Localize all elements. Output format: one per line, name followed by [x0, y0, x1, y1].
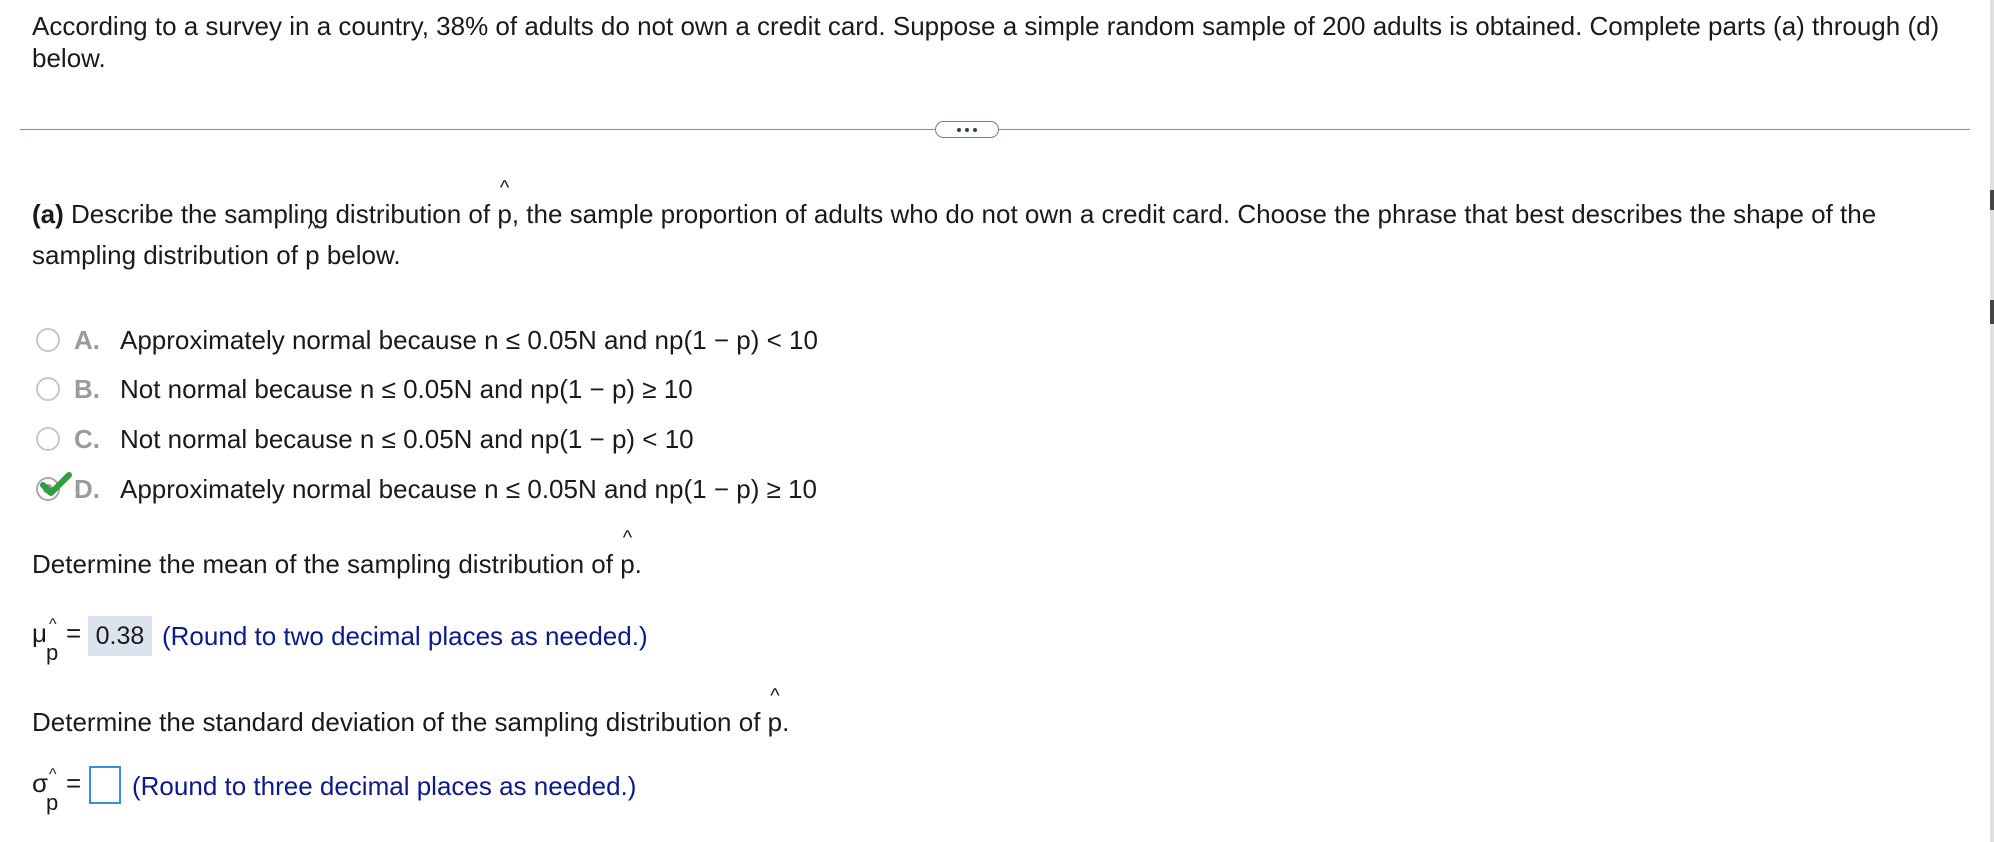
radio-option-c[interactable] [36, 427, 60, 451]
mean-question [32, 548, 642, 580]
problem-intro: According to a survey in a country, 38% of adults do not own a credit card. Suppose a simple random sample of 200 adults is obtained. Complete parts (a) through (d) below. [32, 11, 1940, 73]
period: . [782, 707, 790, 737]
p-hat-symbol: ^ p [620, 548, 634, 580]
option-letter: C. [74, 424, 100, 454]
sub-hat: ^ [49, 766, 57, 783]
part-a-label: (a) [32, 199, 64, 229]
sub-p: p [46, 640, 59, 665]
mean-answer-value[interactable]: 0.38 [88, 616, 152, 656]
radio-option-b[interactable] [36, 377, 60, 401]
correct-check-icon [40, 472, 72, 498]
equals-sign: = [66, 618, 82, 648]
option-text: Not normal because n ≤ 0.05N and np(1 − p) ≥ 10 [120, 374, 693, 404]
sd-question-text: Determine the standard deviation of the sampling distribution of [32, 707, 768, 737]
option-text: Approximately normal because n ≤ 0.05N and np(1 − p) < 10 [120, 325, 818, 355]
p-hat-symbol: ^ p [497, 198, 511, 230]
sub-p: p [46, 790, 59, 815]
expand-more-button[interactable] [935, 121, 999, 138]
p-hat-symbol: ^ p [305, 239, 319, 271]
edge-mark [1990, 190, 1994, 210]
more-dot-icon [973, 128, 977, 132]
edge-mark [1990, 300, 1994, 324]
scrollbar-edge [1990, 0, 1994, 842]
sd-question [32, 706, 789, 738]
option-letter: A. [74, 325, 100, 355]
option-text: Approximately normal because n ≤ 0.05N and np(1 − p) ≥ 10 [120, 474, 817, 504]
more-dot-icon [965, 128, 969, 132]
part-a-text-cont: below. [319, 240, 401, 270]
sub-hat: ^ [49, 616, 57, 633]
part-a-text: sampling distribution of [32, 240, 306, 270]
sd-rounding-hint: (Round to three decimal places as needed.) [132, 771, 637, 801]
mu-symbol: μ [32, 618, 47, 648]
part-a-question-line2 [32, 239, 401, 271]
mean-rounding-hint: (Round to two decimal places as needed.) [162, 621, 648, 651]
sigma-symbol: σ [32, 768, 49, 798]
equals-sign: = [66, 768, 82, 798]
part-a-text: Describe the sampling distribution of [71, 199, 498, 229]
sd-answer-input[interactable] [89, 766, 121, 804]
option-text: Not normal because n ≤ 0.05N and np(1 − p) < 10 [120, 424, 694, 454]
option-letter: B. [74, 374, 100, 404]
more-dot-icon [957, 128, 961, 132]
radio-option-a[interactable] [36, 328, 60, 352]
p-hat-symbol: ^ p [768, 706, 782, 738]
mean-question-text: Determine the mean of the sampling distribution of [32, 549, 621, 579]
period: . [634, 549, 642, 579]
option-letter: D. [74, 474, 100, 504]
part-a-text-cont: , the sample proportion of adults who do not own a credit card. Choose the phrase that best describes the shape of the [511, 199, 1877, 229]
